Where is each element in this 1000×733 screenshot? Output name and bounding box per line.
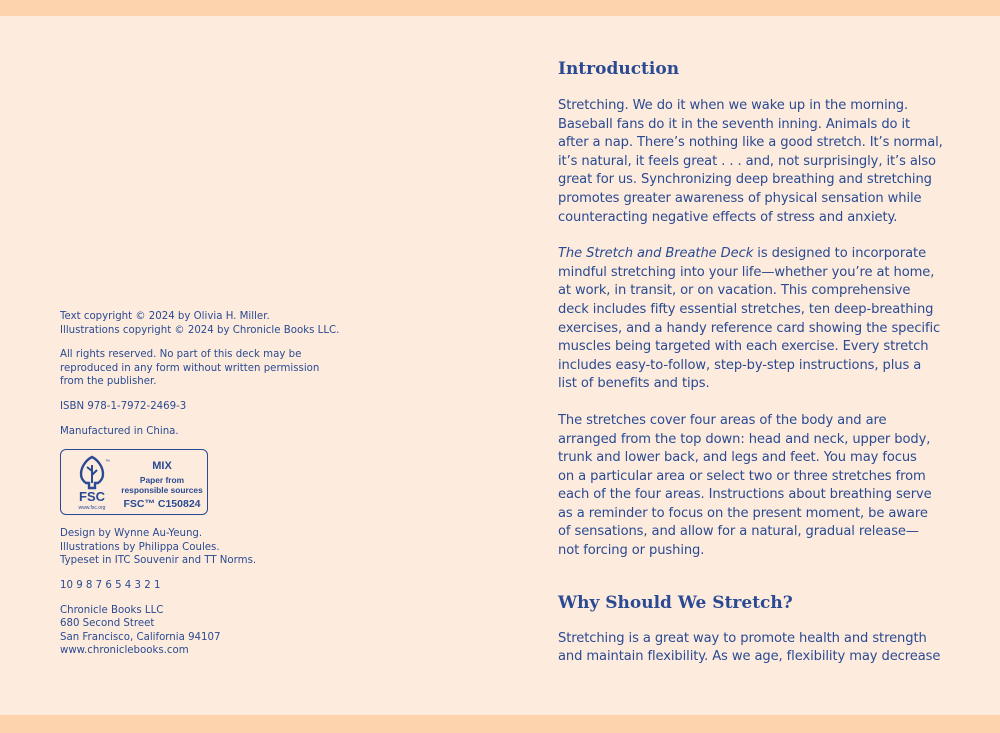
paragraph-line: mindful stretching into your life—whether you’re at home, bbox=[558, 264, 935, 280]
intro-paragraph-2 bbox=[558, 245, 948, 394]
credit-line: Typeset in ITC Souvenir and TT Norms. bbox=[60, 555, 257, 567]
paragraph-line: Stretching. We do it when we wake up in the morning. bbox=[558, 98, 909, 113]
publisher-line: San Francisco, California 94107 bbox=[60, 631, 221, 643]
paragraph-line: muscles being targeted with each exercise. Every stretch bbox=[558, 339, 929, 355]
introduction-page bbox=[558, 57, 948, 667]
colophon bbox=[60, 310, 360, 669]
paragraph-line: on a particular area or select two or three stretches from bbox=[558, 468, 926, 484]
paragraph-line: after a nap. There’s nothing like a good stretch. It’s normal, bbox=[558, 135, 943, 151]
paragraph-line: Baseball fans do it in the seventh inning. Animals do it bbox=[558, 116, 911, 132]
fsc-code: FSC™ C150824 bbox=[123, 498, 201, 511]
publisher-website: www.chroniclebooks.com bbox=[60, 645, 189, 657]
copyright-block bbox=[60, 310, 360, 337]
publisher-line: 680 Second Street bbox=[60, 618, 155, 630]
paragraph-line: it’s natural, it feels great . . . and, not surprisingly, it’s also bbox=[558, 153, 936, 169]
rights-line: All rights reserved. No part of this deck may be bbox=[60, 349, 302, 361]
introduction-heading: Introduction bbox=[558, 59, 680, 79]
paragraph-line: deck includes fifty essential stretches, ten deep-breathing bbox=[558, 301, 934, 317]
paragraph-line: list of benefits and tips. bbox=[558, 376, 710, 392]
fsc-source-line: Paper from bbox=[139, 475, 185, 486]
paragraph-line bbox=[558, 245, 948, 264]
rights-line: reproduced in any form without written permission bbox=[60, 362, 320, 374]
rights-block bbox=[60, 348, 360, 389]
paragraph-line: each of the four areas. Instructions about breathing serve bbox=[558, 487, 932, 503]
why-paragraph bbox=[558, 630, 948, 667]
fsc-source-line: responsible sources bbox=[121, 485, 203, 496]
paragraph-line: of sensations, and allow for a natural, gradual release— bbox=[558, 524, 919, 540]
manufactured-in: Manufactured in China. bbox=[60, 425, 179, 437]
fsc-text bbox=[121, 460, 203, 511]
paragraph-line: The stretches cover four areas of the body and are bbox=[558, 412, 887, 428]
paragraph-line: trunk and lower back, and legs and feet. You may focus bbox=[558, 450, 917, 466]
fsc-logo-url: www.fsc.org bbox=[78, 505, 106, 512]
paragraph-line: as a reminder to focus on the present moment, be aware bbox=[558, 505, 928, 521]
paragraph-line: and maintain flexibility. As we age, flexibility may decrease bbox=[558, 649, 941, 665]
bottom-edge-band bbox=[0, 715, 1000, 733]
credit-line: Design by Wynne Au-Yeung. bbox=[60, 528, 203, 540]
paragraph-line: not forcing or pushing. bbox=[558, 543, 705, 559]
paragraph-line: Stretching is a great way to promote health and strength bbox=[558, 630, 927, 646]
rights-line: from the publisher. bbox=[60, 376, 157, 388]
printing-line: 10 9 8 7 6 5 4 3 2 1 bbox=[60, 579, 161, 591]
why-stretch-heading: Why Should We Stretch? bbox=[558, 592, 793, 613]
paragraph-line: counteracting negative effects of stress and anxiety. bbox=[558, 209, 898, 225]
top-edge-band bbox=[0, 0, 1000, 16]
paragraph-line: at work, in transit, or on vacation. This comprehensive bbox=[558, 283, 911, 299]
publisher-address bbox=[60, 604, 360, 658]
paragraph-line: exercises, and a handy reference card showing the specific bbox=[558, 320, 941, 336]
copyright-line: Illustrations copyright © 2024 by Chronicle Books LLC. bbox=[60, 324, 340, 336]
paragraph-line: includes easy-to-follow, step-by-step instructions, plus a bbox=[558, 357, 922, 373]
paragraph-line: arranged from the top down: head and neck, upper body, bbox=[558, 431, 931, 447]
deck-title: The Stretch and Breathe Deck bbox=[558, 246, 754, 262]
fsc-tm-mark: ™ bbox=[105, 459, 110, 466]
fsc-label bbox=[60, 449, 208, 515]
publisher-line: Chronicle Books LLC bbox=[60, 604, 164, 616]
isbn: ISBN 978-1-7972-2469-3 bbox=[60, 400, 187, 412]
paragraph-line: great for us. Synchronizing deep breathing and stretching bbox=[558, 172, 932, 188]
paragraph-line: promotes greater awareness of physical sensation while bbox=[558, 190, 922, 206]
credits-block bbox=[60, 527, 360, 568]
fsc-mix: MIX bbox=[152, 460, 172, 473]
paragraph-text: is designed to incorporate bbox=[753, 246, 927, 262]
fsc-logo-letters: FSC bbox=[79, 489, 105, 505]
intro-paragraph-1 bbox=[558, 97, 948, 227]
credit-line: Illustrations by Philippa Coules. bbox=[60, 541, 220, 553]
fsc-tree-logo-icon bbox=[67, 454, 117, 512]
intro-paragraph-3 bbox=[558, 412, 948, 561]
copyright-line: Text copyright © 2024 by Olivia H. Miller. bbox=[60, 311, 270, 322]
